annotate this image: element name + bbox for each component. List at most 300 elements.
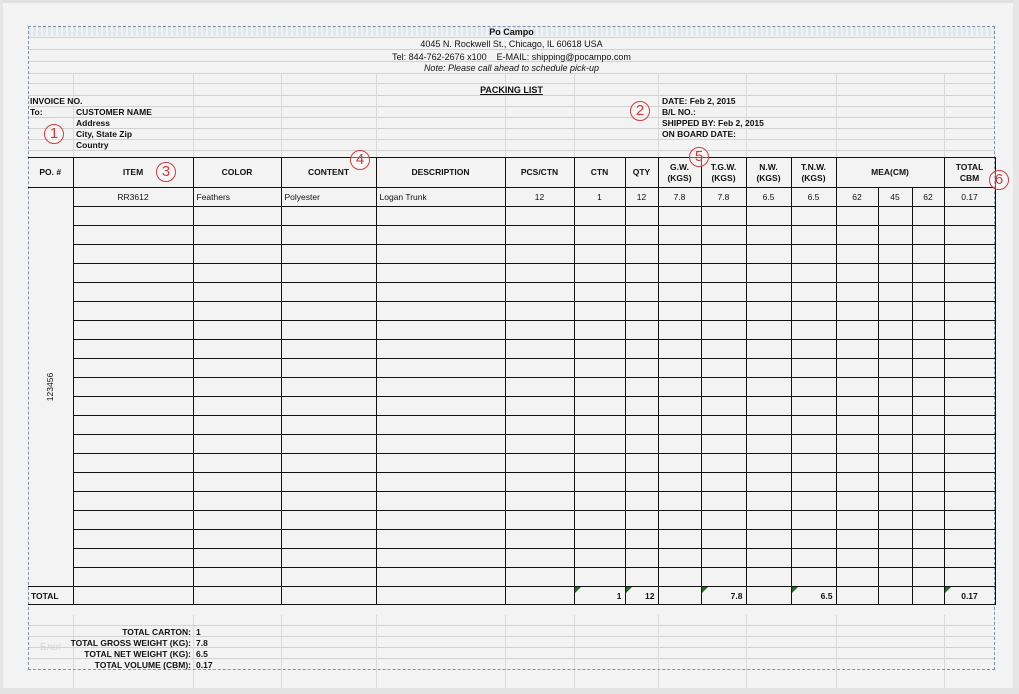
empty-cell[interactable] bbox=[878, 530, 912, 549]
empty-cell[interactable] bbox=[658, 245, 701, 264]
empty-cell[interactable] bbox=[625, 264, 658, 283]
empty-cell[interactable] bbox=[73, 454, 193, 473]
total-description[interactable] bbox=[376, 587, 505, 605]
empty-cell[interactable] bbox=[701, 568, 746, 587]
empty-cell[interactable] bbox=[658, 378, 701, 397]
empty-cell[interactable] bbox=[944, 530, 995, 549]
empty-cell[interactable] bbox=[878, 321, 912, 340]
empty-cell[interactable] bbox=[376, 245, 505, 264]
empty-cell[interactable] bbox=[73, 264, 193, 283]
empty-cell[interactable] bbox=[505, 321, 574, 340]
empty-cell[interactable] bbox=[625, 397, 658, 416]
empty-cell[interactable] bbox=[376, 359, 505, 378]
empty-cell[interactable] bbox=[944, 378, 995, 397]
empty-cell[interactable] bbox=[701, 435, 746, 454]
empty-cell[interactable] bbox=[73, 359, 193, 378]
empty-cell[interactable] bbox=[701, 530, 746, 549]
empty-cell[interactable] bbox=[791, 226, 836, 245]
total-mea-l[interactable] bbox=[836, 587, 878, 605]
empty-cell[interactable] bbox=[944, 473, 995, 492]
empty-cell[interactable] bbox=[912, 378, 944, 397]
empty-cell[interactable] bbox=[376, 473, 505, 492]
empty-cell[interactable] bbox=[193, 264, 281, 283]
empty-cell[interactable] bbox=[912, 416, 944, 435]
empty-cell[interactable] bbox=[193, 473, 281, 492]
empty-cell[interactable] bbox=[376, 492, 505, 511]
empty-cell[interactable] bbox=[625, 454, 658, 473]
empty-cell[interactable] bbox=[912, 283, 944, 302]
empty-cell[interactable] bbox=[376, 511, 505, 530]
empty-cell[interactable] bbox=[625, 473, 658, 492]
total-gw[interactable] bbox=[658, 587, 701, 605]
empty-cell[interactable] bbox=[73, 568, 193, 587]
empty-cell[interactable] bbox=[281, 378, 376, 397]
empty-cell[interactable] bbox=[746, 492, 791, 511]
empty-cell[interactable] bbox=[791, 397, 836, 416]
empty-cell[interactable] bbox=[281, 568, 376, 587]
empty-cell[interactable] bbox=[836, 416, 878, 435]
empty-cell[interactable] bbox=[912, 530, 944, 549]
empty-cell[interactable] bbox=[944, 416, 995, 435]
empty-cell[interactable] bbox=[193, 454, 281, 473]
empty-cell[interactable] bbox=[658, 397, 701, 416]
cell-description[interactable]: Logan Trunk bbox=[376, 188, 505, 207]
empty-cell[interactable] bbox=[193, 321, 281, 340]
empty-cell[interactable] bbox=[73, 226, 193, 245]
empty-cell[interactable] bbox=[376, 226, 505, 245]
empty-cell[interactable] bbox=[625, 283, 658, 302]
empty-cell[interactable] bbox=[878, 511, 912, 530]
empty-cell[interactable] bbox=[281, 207, 376, 226]
empty-cell[interactable] bbox=[746, 549, 791, 568]
cell-tgw[interactable]: 7.8 bbox=[701, 188, 746, 207]
empty-cell[interactable] bbox=[944, 302, 995, 321]
empty-cell[interactable] bbox=[281, 283, 376, 302]
empty-cell[interactable] bbox=[701, 283, 746, 302]
cell-color[interactable]: Feathers bbox=[193, 188, 281, 207]
empty-cell[interactable] bbox=[193, 492, 281, 511]
total-nw[interactable] bbox=[746, 587, 791, 605]
empty-cell[interactable] bbox=[836, 549, 878, 568]
empty-cell[interactable] bbox=[944, 245, 995, 264]
empty-cell[interactable] bbox=[746, 435, 791, 454]
empty-cell[interactable] bbox=[574, 359, 625, 378]
empty-cell[interactable] bbox=[574, 264, 625, 283]
empty-cell[interactable] bbox=[505, 435, 574, 454]
empty-cell[interactable] bbox=[791, 492, 836, 511]
empty-cell[interactable] bbox=[878, 245, 912, 264]
empty-cell[interactable] bbox=[746, 397, 791, 416]
empty-cell[interactable] bbox=[746, 283, 791, 302]
empty-cell[interactable] bbox=[701, 340, 746, 359]
empty-cell[interactable] bbox=[658, 530, 701, 549]
empty-cell[interactable] bbox=[912, 454, 944, 473]
empty-cell[interactable] bbox=[281, 302, 376, 321]
empty-cell[interactable] bbox=[791, 530, 836, 549]
total-tnw[interactable]: 6.5 bbox=[791, 587, 836, 605]
empty-cell[interactable] bbox=[73, 321, 193, 340]
empty-cell[interactable] bbox=[878, 549, 912, 568]
empty-cell[interactable] bbox=[836, 530, 878, 549]
empty-cell[interactable] bbox=[376, 568, 505, 587]
empty-cell[interactable] bbox=[376, 378, 505, 397]
empty-cell[interactable] bbox=[574, 492, 625, 511]
empty-cell[interactable] bbox=[878, 416, 912, 435]
empty-cell[interactable] bbox=[746, 511, 791, 530]
empty-cell[interactable] bbox=[574, 549, 625, 568]
empty-cell[interactable] bbox=[625, 378, 658, 397]
empty-cell[interactable] bbox=[836, 378, 878, 397]
empty-cell[interactable] bbox=[73, 397, 193, 416]
empty-cell[interactable] bbox=[746, 226, 791, 245]
empty-cell[interactable] bbox=[878, 435, 912, 454]
empty-cell[interactable] bbox=[791, 245, 836, 264]
empty-cell[interactable] bbox=[193, 416, 281, 435]
empty-cell[interactable] bbox=[625, 321, 658, 340]
empty-cell[interactable] bbox=[878, 568, 912, 587]
empty-cell[interactable] bbox=[193, 397, 281, 416]
empty-cell[interactable] bbox=[701, 378, 746, 397]
empty-cell[interactable] bbox=[912, 397, 944, 416]
empty-cell[interactable] bbox=[505, 378, 574, 397]
empty-cell[interactable] bbox=[505, 492, 574, 511]
total-cbm[interactable]: 0.17 bbox=[944, 587, 995, 605]
empty-cell[interactable] bbox=[625, 549, 658, 568]
empty-cell[interactable] bbox=[574, 283, 625, 302]
empty-cell[interactable] bbox=[944, 264, 995, 283]
empty-cell[interactable] bbox=[281, 549, 376, 568]
empty-cell[interactable] bbox=[878, 473, 912, 492]
empty-cell[interactable] bbox=[836, 435, 878, 454]
empty-cell[interactable] bbox=[912, 264, 944, 283]
empty-cell[interactable] bbox=[73, 530, 193, 549]
empty-cell[interactable] bbox=[944, 283, 995, 302]
empty-cell[interactable] bbox=[658, 435, 701, 454]
empty-cell[interactable] bbox=[944, 321, 995, 340]
empty-cell[interactable] bbox=[281, 340, 376, 359]
empty-cell[interactable] bbox=[193, 378, 281, 397]
empty-cell[interactable] bbox=[281, 226, 376, 245]
empty-cell[interactable] bbox=[281, 264, 376, 283]
cell-qty[interactable]: 12 bbox=[625, 188, 658, 207]
empty-cell[interactable] bbox=[658, 473, 701, 492]
empty-cell[interactable] bbox=[791, 302, 836, 321]
empty-cell[interactable] bbox=[73, 245, 193, 264]
empty-cell[interactable] bbox=[836, 454, 878, 473]
cell-ctn[interactable]: 1 bbox=[574, 188, 625, 207]
empty-cell[interactable] bbox=[574, 321, 625, 340]
empty-cell[interactable] bbox=[912, 473, 944, 492]
empty-cell[interactable] bbox=[574, 454, 625, 473]
empty-cell[interactable] bbox=[701, 454, 746, 473]
empty-cell[interactable] bbox=[505, 207, 574, 226]
empty-cell[interactable] bbox=[574, 568, 625, 587]
cell-total-cbm[interactable]: 0.17 bbox=[944, 188, 995, 207]
empty-cell[interactable] bbox=[376, 207, 505, 226]
empty-cell[interactable] bbox=[944, 340, 995, 359]
empty-cell[interactable] bbox=[281, 416, 376, 435]
empty-cell[interactable] bbox=[701, 245, 746, 264]
total-qty[interactable]: 12 bbox=[625, 587, 658, 605]
total-ctn[interactable]: 1 bbox=[574, 587, 625, 605]
empty-cell[interactable] bbox=[658, 549, 701, 568]
empty-cell[interactable] bbox=[878, 302, 912, 321]
empty-cell[interactable] bbox=[574, 530, 625, 549]
empty-cell[interactable] bbox=[912, 302, 944, 321]
empty-cell[interactable] bbox=[658, 492, 701, 511]
total-pcs-ctn[interactable] bbox=[505, 587, 574, 605]
empty-cell[interactable] bbox=[658, 264, 701, 283]
cell-nw[interactable]: 6.5 bbox=[746, 188, 791, 207]
empty-cell[interactable] bbox=[281, 359, 376, 378]
empty-cell[interactable] bbox=[505, 511, 574, 530]
empty-cell[interactable] bbox=[836, 302, 878, 321]
empty-cell[interactable] bbox=[574, 397, 625, 416]
empty-cell[interactable] bbox=[505, 568, 574, 587]
empty-cell[interactable] bbox=[281, 321, 376, 340]
empty-cell[interactable] bbox=[73, 207, 193, 226]
empty-cell[interactable] bbox=[193, 359, 281, 378]
empty-cell[interactable] bbox=[701, 302, 746, 321]
empty-cell[interactable] bbox=[836, 492, 878, 511]
empty-cell[interactable] bbox=[574, 378, 625, 397]
empty-cell[interactable] bbox=[836, 473, 878, 492]
empty-cell[interactable] bbox=[701, 492, 746, 511]
empty-cell[interactable] bbox=[658, 340, 701, 359]
empty-cell[interactable] bbox=[73, 378, 193, 397]
empty-cell[interactable] bbox=[746, 454, 791, 473]
empty-cell[interactable] bbox=[73, 340, 193, 359]
empty-cell[interactable] bbox=[193, 568, 281, 587]
empty-cell[interactable] bbox=[193, 511, 281, 530]
empty-cell[interactable] bbox=[701, 511, 746, 530]
empty-cell[interactable] bbox=[193, 435, 281, 454]
empty-cell[interactable] bbox=[746, 473, 791, 492]
empty-cell[interactable] bbox=[376, 321, 505, 340]
empty-cell[interactable] bbox=[878, 226, 912, 245]
empty-cell[interactable] bbox=[658, 283, 701, 302]
empty-cell[interactable] bbox=[574, 473, 625, 492]
empty-cell[interactable] bbox=[791, 568, 836, 587]
empty-cell[interactable] bbox=[625, 245, 658, 264]
total-mea-w[interactable] bbox=[878, 587, 912, 605]
empty-cell[interactable] bbox=[878, 359, 912, 378]
empty-cell[interactable] bbox=[944, 454, 995, 473]
empty-cell[interactable] bbox=[791, 283, 836, 302]
empty-cell[interactable] bbox=[878, 207, 912, 226]
empty-cell[interactable] bbox=[912, 359, 944, 378]
empty-cell[interactable] bbox=[376, 454, 505, 473]
empty-cell[interactable] bbox=[625, 435, 658, 454]
empty-cell[interactable] bbox=[505, 283, 574, 302]
empty-cell[interactable] bbox=[944, 397, 995, 416]
empty-cell[interactable] bbox=[912, 340, 944, 359]
empty-cell[interactable] bbox=[281, 435, 376, 454]
empty-cell[interactable] bbox=[281, 511, 376, 530]
cell-pcs-ctn[interactable]: 12 bbox=[505, 188, 574, 207]
total-mea-h[interactable] bbox=[912, 587, 944, 605]
empty-cell[interactable] bbox=[701, 226, 746, 245]
empty-cell[interactable] bbox=[746, 340, 791, 359]
empty-cell[interactable] bbox=[376, 302, 505, 321]
empty-cell[interactable] bbox=[625, 359, 658, 378]
empty-cell[interactable] bbox=[944, 568, 995, 587]
empty-cell[interactable] bbox=[376, 549, 505, 568]
empty-cell[interactable] bbox=[505, 530, 574, 549]
empty-cell[interactable] bbox=[193, 302, 281, 321]
empty-cell[interactable] bbox=[912, 492, 944, 511]
empty-cell[interactable] bbox=[658, 302, 701, 321]
empty-cell[interactable] bbox=[505, 397, 574, 416]
empty-cell[interactable] bbox=[574, 435, 625, 454]
cell-gw[interactable]: 7.8 bbox=[658, 188, 701, 207]
empty-cell[interactable] bbox=[574, 511, 625, 530]
empty-cell[interactable] bbox=[701, 549, 746, 568]
empty-cell[interactable] bbox=[658, 416, 701, 435]
empty-cell[interactable] bbox=[281, 397, 376, 416]
empty-cell[interactable] bbox=[505, 340, 574, 359]
empty-cell[interactable] bbox=[746, 264, 791, 283]
empty-cell[interactable] bbox=[505, 302, 574, 321]
empty-cell[interactable] bbox=[836, 359, 878, 378]
empty-cell[interactable] bbox=[193, 340, 281, 359]
empty-cell[interactable] bbox=[625, 207, 658, 226]
empty-cell[interactable] bbox=[912, 207, 944, 226]
empty-cell[interactable] bbox=[836, 568, 878, 587]
empty-cell[interactable] bbox=[505, 454, 574, 473]
empty-cell[interactable] bbox=[912, 321, 944, 340]
empty-cell[interactable] bbox=[791, 435, 836, 454]
empty-cell[interactable] bbox=[746, 530, 791, 549]
empty-cell[interactable] bbox=[505, 245, 574, 264]
empty-cell[interactable] bbox=[193, 226, 281, 245]
empty-cell[interactable] bbox=[791, 340, 836, 359]
empty-cell[interactable] bbox=[281, 245, 376, 264]
empty-cell[interactable] bbox=[878, 492, 912, 511]
empty-cell[interactable] bbox=[73, 302, 193, 321]
empty-cell[interactable] bbox=[746, 321, 791, 340]
empty-cell[interactable] bbox=[73, 549, 193, 568]
empty-cell[interactable] bbox=[836, 207, 878, 226]
empty-cell[interactable] bbox=[836, 397, 878, 416]
empty-cell[interactable] bbox=[836, 245, 878, 264]
total-tgw[interactable]: 7.8 bbox=[701, 587, 746, 605]
empty-cell[interactable] bbox=[376, 283, 505, 302]
empty-cell[interactable] bbox=[944, 549, 995, 568]
empty-cell[interactable] bbox=[836, 283, 878, 302]
empty-cell[interactable] bbox=[878, 397, 912, 416]
cell-mea-length[interactable]: 62 bbox=[836, 188, 878, 207]
empty-cell[interactable] bbox=[73, 283, 193, 302]
empty-cell[interactable] bbox=[281, 454, 376, 473]
empty-cell[interactable] bbox=[505, 264, 574, 283]
total-item[interactable] bbox=[73, 587, 193, 605]
empty-cell[interactable] bbox=[73, 473, 193, 492]
empty-cell[interactable] bbox=[912, 568, 944, 587]
empty-cell[interactable] bbox=[376, 397, 505, 416]
empty-cell[interactable] bbox=[878, 378, 912, 397]
empty-cell[interactable] bbox=[625, 226, 658, 245]
empty-cell[interactable] bbox=[701, 321, 746, 340]
empty-cell[interactable] bbox=[791, 473, 836, 492]
empty-cell[interactable] bbox=[625, 511, 658, 530]
empty-cell[interactable] bbox=[791, 454, 836, 473]
empty-cell[interactable] bbox=[746, 359, 791, 378]
empty-cell[interactable] bbox=[701, 397, 746, 416]
empty-cell[interactable] bbox=[376, 340, 505, 359]
empty-cell[interactable] bbox=[701, 207, 746, 226]
empty-cell[interactable] bbox=[746, 207, 791, 226]
empty-cell[interactable] bbox=[376, 264, 505, 283]
empty-cell[interactable] bbox=[701, 416, 746, 435]
empty-cell[interactable] bbox=[836, 511, 878, 530]
empty-cell[interactable] bbox=[878, 454, 912, 473]
empty-cell[interactable] bbox=[574, 245, 625, 264]
empty-cell[interactable] bbox=[625, 568, 658, 587]
empty-cell[interactable] bbox=[193, 283, 281, 302]
empty-cell[interactable] bbox=[193, 530, 281, 549]
empty-cell[interactable] bbox=[658, 568, 701, 587]
empty-cell[interactable] bbox=[791, 359, 836, 378]
cell-item[interactable]: RR3612 bbox=[73, 188, 193, 207]
empty-cell[interactable] bbox=[701, 264, 746, 283]
empty-cell[interactable] bbox=[791, 264, 836, 283]
empty-cell[interactable] bbox=[878, 264, 912, 283]
empty-cell[interactable] bbox=[574, 226, 625, 245]
empty-cell[interactable] bbox=[746, 245, 791, 264]
empty-cell[interactable] bbox=[791, 549, 836, 568]
empty-cell[interactable] bbox=[912, 245, 944, 264]
empty-cell[interactable] bbox=[574, 207, 625, 226]
empty-cell[interactable] bbox=[912, 435, 944, 454]
cell-mea-height[interactable]: 62 bbox=[912, 188, 944, 207]
empty-cell[interactable] bbox=[193, 549, 281, 568]
empty-cell[interactable] bbox=[73, 492, 193, 511]
empty-cell[interactable] bbox=[574, 302, 625, 321]
empty-cell[interactable] bbox=[878, 340, 912, 359]
empty-cell[interactable] bbox=[746, 416, 791, 435]
empty-cell[interactable] bbox=[912, 511, 944, 530]
empty-cell[interactable] bbox=[625, 340, 658, 359]
total-color[interactable] bbox=[193, 587, 281, 605]
empty-cell[interactable] bbox=[505, 359, 574, 378]
empty-cell[interactable] bbox=[944, 226, 995, 245]
empty-cell[interactable] bbox=[658, 511, 701, 530]
empty-cell[interactable] bbox=[658, 454, 701, 473]
empty-cell[interactable] bbox=[836, 226, 878, 245]
empty-cell[interactable] bbox=[944, 359, 995, 378]
cell-content[interactable]: Polyester bbox=[281, 188, 376, 207]
empty-cell[interactable] bbox=[791, 207, 836, 226]
empty-cell[interactable] bbox=[791, 321, 836, 340]
cell-mea-width[interactable]: 45 bbox=[878, 188, 912, 207]
empty-cell[interactable] bbox=[625, 416, 658, 435]
empty-cell[interactable] bbox=[878, 283, 912, 302]
empty-cell[interactable] bbox=[836, 340, 878, 359]
empty-cell[interactable] bbox=[658, 321, 701, 340]
empty-cell[interactable] bbox=[912, 226, 944, 245]
empty-cell[interactable] bbox=[574, 340, 625, 359]
empty-cell[interactable] bbox=[944, 492, 995, 511]
empty-cell[interactable] bbox=[281, 530, 376, 549]
empty-cell[interactable] bbox=[836, 321, 878, 340]
empty-cell[interactable] bbox=[836, 264, 878, 283]
empty-cell[interactable] bbox=[701, 359, 746, 378]
empty-cell[interactable] bbox=[944, 207, 995, 226]
empty-cell[interactable] bbox=[658, 359, 701, 378]
empty-cell[interactable] bbox=[376, 416, 505, 435]
empty-cell[interactable] bbox=[505, 549, 574, 568]
